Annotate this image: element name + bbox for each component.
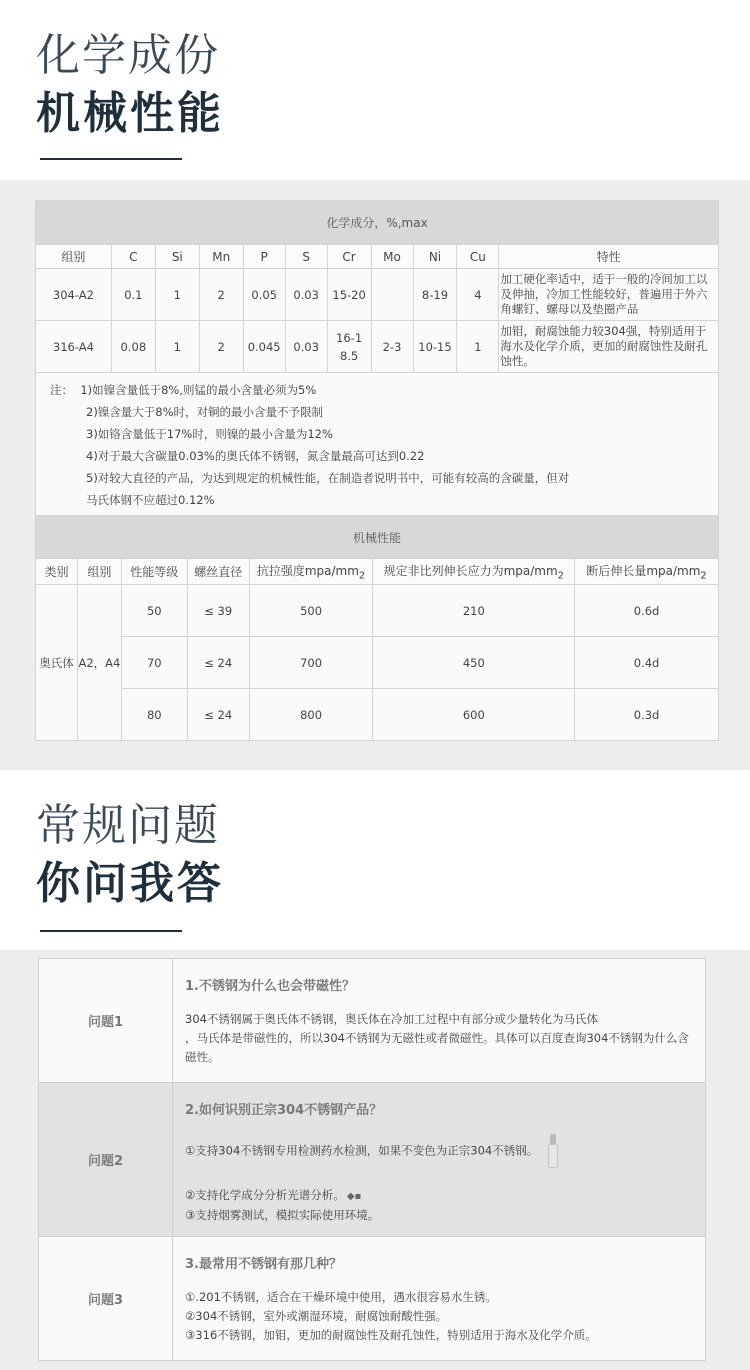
cell-yield: 210 bbox=[373, 585, 575, 637]
cell-feature: 加钼，耐腐蚀能力较304强，特别适用于海水及化学介质，更加的耐腐蚀性及耐孔蚀性。 bbox=[499, 321, 719, 373]
cell-group: 304-A2 bbox=[36, 269, 112, 321]
table-row bbox=[36, 637, 719, 689]
note-line: 2)镍含量大于8%时，对铜的最小含量不予限制 bbox=[86, 405, 324, 419]
header-text: 规定非比列伸长应力为mpa/mm bbox=[383, 563, 558, 578]
header-cell: Cr bbox=[327, 245, 371, 269]
header-cell: C bbox=[111, 245, 155, 269]
faq-question: 3.最常用不锈钢有那几种？ bbox=[185, 1257, 342, 1272]
header-cell: Mo bbox=[371, 245, 413, 269]
cell-cr: 16-18.5 bbox=[327, 321, 371, 373]
cell-diameter: ≤ 24 bbox=[187, 689, 249, 741]
chem-table-title: 化学成分，%,max bbox=[36, 201, 719, 245]
cell-yield: 600 bbox=[373, 689, 575, 741]
faq-body bbox=[173, 959, 706, 1083]
mech-table-title: 机械性能 bbox=[36, 516, 719, 559]
cell-cr: 15-20 bbox=[327, 269, 371, 321]
faq-body bbox=[173, 1083, 706, 1237]
faq-answer-line: ②支持化学成分分析光谱分析。 bbox=[185, 1188, 345, 1202]
cell-mo bbox=[371, 269, 413, 321]
faq-item-3 bbox=[39, 1237, 706, 1361]
section1-underline bbox=[40, 158, 182, 160]
faq-question: 2.如何识别正宗304不锈钢产品？ bbox=[185, 1103, 383, 1118]
cell-tensile: 800 bbox=[249, 689, 373, 741]
header-cell bbox=[249, 559, 373, 585]
cell-c: 0.08 bbox=[111, 321, 155, 373]
cell-p: 0.05 bbox=[243, 269, 285, 321]
header-cell: Si bbox=[155, 245, 199, 269]
section2-title-bold: 你问我答 bbox=[36, 858, 224, 909]
cell-category: 奥氏体 bbox=[36, 585, 78, 741]
table-row bbox=[36, 689, 719, 741]
faq-label: 问题3 bbox=[39, 1237, 173, 1361]
unit-subscript: 2 bbox=[700, 570, 707, 582]
faq-answer-line: ③316不锈钢，加钼，更加的耐腐蚀性及耐孔蚀性，特别适用于海水及化学介质。 bbox=[185, 1328, 597, 1342]
cell-tensile: 500 bbox=[249, 585, 373, 637]
note-line: 3)如铬含量低于17%时，则镍的最小含量为12% bbox=[86, 427, 333, 441]
faq-item-1 bbox=[39, 959, 706, 1083]
section1-heading bbox=[36, 28, 224, 144]
section2-underline bbox=[40, 930, 182, 932]
header-cell: 组别 bbox=[77, 559, 121, 585]
cell-ni: 10-15 bbox=[413, 321, 457, 373]
section1-title-light: 化学成份 bbox=[36, 30, 220, 81]
faq-label: 问题1 bbox=[39, 959, 173, 1083]
table-row bbox=[36, 321, 719, 373]
header-cell bbox=[575, 559, 719, 585]
cell-grade: 70 bbox=[121, 637, 187, 689]
cell-cu: 4 bbox=[457, 269, 499, 321]
faq-answer-row bbox=[185, 1186, 693, 1206]
header-cell: 类别 bbox=[36, 559, 78, 585]
header-cell: 螺丝直径 bbox=[187, 559, 249, 585]
faq-answer-line: ②304不锈钢，室外或潮湿环境，耐腐蚀耐酸性强。 bbox=[185, 1309, 448, 1323]
header-cell: S bbox=[285, 245, 327, 269]
note-text: 1)如镍含量低于8%,则锰的最小含量必须为5% bbox=[80, 383, 317, 397]
notes-label: 注： bbox=[50, 383, 73, 397]
header-cell: Ni bbox=[413, 245, 457, 269]
table-row bbox=[36, 585, 719, 637]
cell-diameter: ≤ 39 bbox=[187, 585, 249, 637]
header-cell: 性能等级 bbox=[121, 559, 187, 585]
header-cell: Mn bbox=[199, 245, 243, 269]
mech-table-header bbox=[36, 559, 719, 585]
header-cell bbox=[373, 559, 575, 585]
faq-answer-row bbox=[185, 1134, 693, 1168]
cell-mo: 2-3 bbox=[371, 321, 413, 373]
note-line bbox=[50, 379, 708, 401]
faq-body bbox=[173, 1237, 706, 1361]
faq-answer-line: ①支持304不锈钢专用检测药水检测，如果不变色为正宗304不锈钢。 bbox=[185, 1143, 539, 1158]
header-cell: 组别 bbox=[36, 245, 112, 269]
header-text: 抗拉强度mpa/mm bbox=[256, 563, 359, 578]
chem-composition-table bbox=[35, 200, 719, 518]
faq-question: 1.不锈钢为什么也会带磁性？ bbox=[185, 979, 355, 994]
chem-notes bbox=[36, 373, 719, 518]
cell-elongation: 0.3d bbox=[575, 689, 719, 741]
note-line: 4)对于最大含碳量0.03%的奥氏体不锈钢，氮含量最高可达到0.22 bbox=[86, 449, 425, 463]
cell-diameter: ≤ 24 bbox=[187, 637, 249, 689]
cell-c: 0.1 bbox=[111, 269, 155, 321]
cell-elongation: 0.6d bbox=[575, 585, 719, 637]
cell-tensile: 700 bbox=[249, 637, 373, 689]
cell-p: 0.045 bbox=[243, 321, 285, 373]
cell-si: 1 bbox=[155, 269, 199, 321]
cell-ni: 8-19 bbox=[413, 269, 457, 321]
faq-answer-line: ①.201不锈钢，适合在干燥环境中使用，遇水很容易水生锈。 bbox=[185, 1290, 497, 1304]
note-line: 5)对较大直径的产品，为达到规定的机械性能，在制造者说明书中，可能有较高的含碳量，但对 bbox=[86, 471, 570, 485]
cell-cu: 1 bbox=[457, 321, 499, 373]
mechanical-properties-table bbox=[35, 515, 719, 741]
cell-elongation: 0.4d bbox=[575, 637, 719, 689]
faq-label: 问题2 bbox=[39, 1083, 173, 1237]
table-row bbox=[36, 269, 719, 321]
cell-s: 0.03 bbox=[285, 269, 327, 321]
cell-group: A2，A4 bbox=[77, 585, 121, 741]
cell-group: 316-A4 bbox=[36, 321, 112, 373]
chem-table-header bbox=[36, 245, 719, 269]
section2-heading bbox=[36, 798, 224, 914]
header-text: 断后伸长量mpa/mm bbox=[586, 563, 701, 578]
unit-subscript: 2 bbox=[557, 570, 565, 582]
header-cell: P bbox=[243, 245, 285, 269]
cell-si: 1 bbox=[155, 321, 199, 373]
cell-feature: 加工硬化率适中，适于一般的冷间加工以及伸抽，冷加工性能较好，普遍用于外六角螺钉、螺母以及垫圈产品 bbox=[499, 269, 719, 321]
section1-title-bold: 机械性能 bbox=[36, 88, 224, 139]
header-cell: Cu bbox=[457, 245, 499, 269]
section2-title-light: 常规问题 bbox=[36, 800, 220, 851]
cell-mn: 2 bbox=[199, 321, 243, 373]
faq-item-2 bbox=[39, 1083, 706, 1237]
note-line: 马氏体钢不应超过0.12% bbox=[86, 493, 215, 507]
header-cell: 特性 bbox=[499, 245, 719, 269]
cell-grade: 50 bbox=[121, 585, 187, 637]
cell-yield: 450 bbox=[373, 637, 575, 689]
cell-s: 0.03 bbox=[285, 321, 327, 373]
faq-table bbox=[38, 958, 706, 1361]
faq-answer-line: 304不锈钢属于奥氏体不锈钢，奥氏体在冷加工过程中有部分或少量转化为马氏体 bbox=[185, 1012, 598, 1026]
spectrometer-icon: ◆▪ bbox=[346, 1191, 362, 1202]
cell-grade: 80 bbox=[121, 689, 187, 741]
unit-subscript: 2 bbox=[358, 570, 366, 582]
cell-mn: 2 bbox=[199, 269, 243, 321]
faq-answer-line: ，马氏体是带磁性的，所以304不锈钢为无磁性或者微磁性。具体可以百度查询304不锈钢为什么含磁性。 bbox=[185, 1031, 689, 1064]
faq-answer-line: ③支持烟雾测试，模拟实际使用环境。 bbox=[185, 1208, 380, 1222]
reagent-bottle-icon bbox=[548, 1134, 558, 1168]
